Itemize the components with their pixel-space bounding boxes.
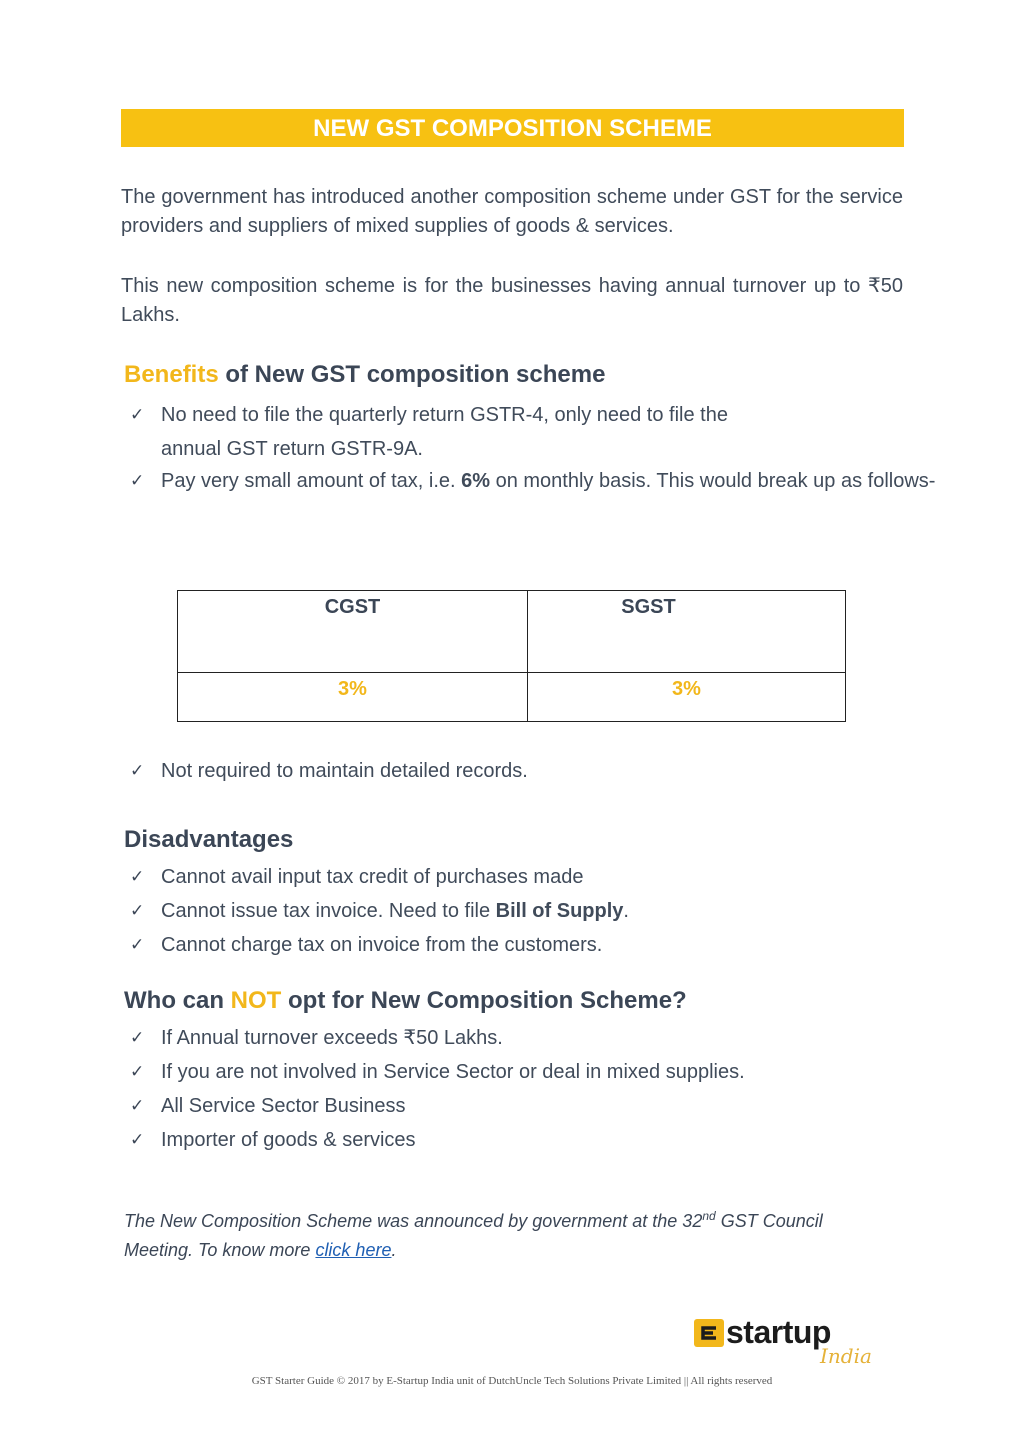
list-item <box>130 757 940 786</box>
estartup-logo <box>692 1314 897 1372</box>
tax-split-table <box>177 590 846 722</box>
footnote-superscript: nd <box>702 1209 716 1223</box>
benefit-1-line-1: No need to file the quarterly return GSTR-4, only need to file the <box>161 404 728 426</box>
check-icon: ✓ <box>130 1062 145 1082</box>
not-eligible-heading-accent: NOT <box>230 987 282 1014</box>
logo-wordmark: startup <box>726 1314 831 1350</box>
disadvantage-3-text: Cannot charge tax on invoice from the customers. <box>161 934 603 956</box>
sgst-value-cell: 3% <box>528 673 846 722</box>
disadvantage-1-text: Cannot avail input tax credit of purchases made <box>161 866 584 888</box>
footnote <box>124 1202 884 1265</box>
benefit-1-line-2: annual GST return GSTR-9A. <box>161 438 423 460</box>
check-icon: ✓ <box>130 1028 145 1048</box>
bill-of-supply-text: Bill of Supply <box>495 900 624 922</box>
benefits-heading-text: of New GST composition scheme <box>218 361 606 388</box>
page-footer: GST Starter Guide © 2017 by E-Startup India unit of DutchUncle Tech Solutions Private Limited || All rights reserved <box>251 1375 773 1387</box>
footnote-text-pre: The New Composition Scheme was announced by government at the 32 <box>124 1211 703 1231</box>
disadvantages-heading: Disadvantages <box>124 826 294 853</box>
table-row <box>178 591 846 673</box>
list-item <box>130 398 940 466</box>
benefits-heading-accent: Benefits <box>124 361 219 388</box>
check-icon: ✓ <box>130 471 145 491</box>
logo-subtext: India <box>820 1344 872 1368</box>
benefits-list <box>130 398 940 496</box>
not-eligible-list <box>130 1021 940 1157</box>
check-icon: ✓ <box>130 935 145 955</box>
not-eligible-2-text: If you are not involved in Service Sector or deal in mixed supplies. <box>161 1061 745 1083</box>
benefit-3-text: Not required to maintain detailed records. <box>161 760 528 782</box>
check-icon: ✓ <box>130 1096 145 1116</box>
list-item <box>130 894 940 928</box>
cgst-header-cell: CGST <box>178 591 528 673</box>
list-item <box>130 467 940 496</box>
footnote-text-mid: GST Council Meeting. To know more <box>124 1211 823 1260</box>
not-eligible-3-text: All Service Sector Business <box>161 1095 406 1117</box>
not-eligible-heading <box>124 987 687 1015</box>
cgst-value-cell: 3% <box>178 673 528 722</box>
disadvantage-2-text-pre: Cannot issue tax invoice. Need to file <box>161 900 496 922</box>
logo-e-icon <box>692 1317 728 1349</box>
disadvantages-list <box>130 860 940 962</box>
list-item <box>130 1123 940 1157</box>
check-icon: ✓ <box>130 867 145 887</box>
list-item <box>130 1055 940 1089</box>
check-icon: ✓ <box>130 901 145 921</box>
benefits-list-continued <box>130 757 940 786</box>
list-item <box>130 1021 940 1055</box>
benefits-heading <box>124 361 605 389</box>
not-eligible-heading-post: opt for New Composition Scheme? <box>281 987 687 1014</box>
not-eligible-heading-pre: Who can <box>124 987 231 1014</box>
intro-paragraph-2: This new composition scheme is for the businesses having annual turnover up to ₹50 Lakhs. <box>121 275 903 326</box>
click-here-link[interactable]: click here <box>315 1240 392 1260</box>
not-eligible-4-text: Importer of goods & services <box>161 1129 416 1151</box>
table-row <box>178 673 846 722</box>
not-eligible-1-text: If Annual turnover exceeds ₹50 Lakhs. <box>161 1027 503 1049</box>
disadvantage-2-text-post: . <box>623 900 629 922</box>
page-title: NEW GST COMPOSITION SCHEME <box>121 109 904 147</box>
benefit-2-text-post: on monthly basis. This would break up as follows- <box>490 470 936 492</box>
benefit-2-rate: 6% <box>461 470 491 492</box>
intro-paragraph-1: The government has introduced another composition scheme under GST for the service providers and suppliers of mixed supplies of goods & services. <box>121 186 903 237</box>
check-icon: ✓ <box>130 1130 145 1150</box>
footnote-text-post: . <box>391 1240 397 1260</box>
list-item <box>130 1089 940 1123</box>
benefit-2-text-pre: Pay very small amount of tax, i.e. <box>161 470 462 492</box>
list-item <box>130 860 940 894</box>
list-item <box>130 928 940 962</box>
sgst-header-cell: SGST <box>528 591 846 673</box>
check-icon: ✓ <box>130 405 145 425</box>
check-icon: ✓ <box>130 761 145 781</box>
